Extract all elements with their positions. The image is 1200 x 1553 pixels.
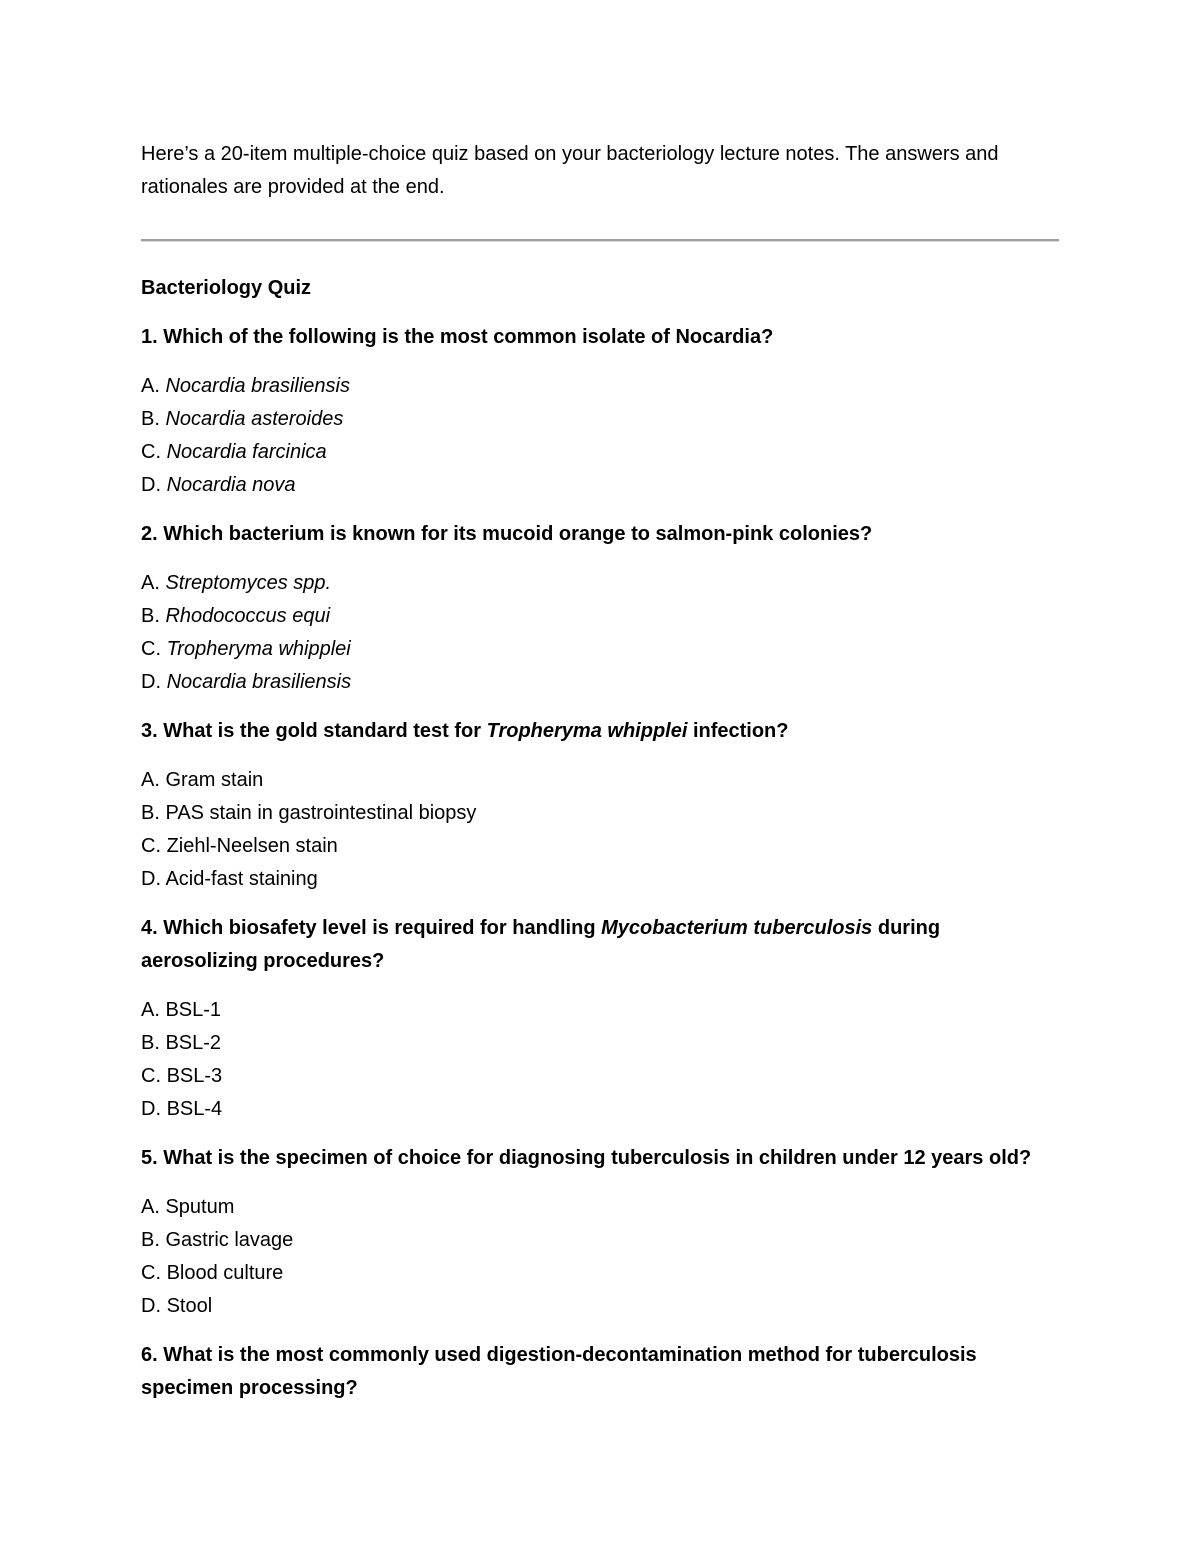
answer-option <box>141 370 1059 403</box>
option-text: Rhodococcus equi <box>165 605 331 627</box>
option-letter: C. <box>141 835 161 857</box>
option-text: BSL-4 <box>166 1098 223 1120</box>
question-number: 2. <box>141 523 158 545</box>
option-letter: B. <box>141 802 160 824</box>
question-6 <box>141 1339 1059 1405</box>
option-letter: A. <box>141 769 160 791</box>
question-4 <box>141 912 1059 978</box>
question-text-end: during aerosolizing procedures? <box>141 917 941 972</box>
question-text: Which of the following is the most common isolate of Nocardia? <box>163 326 774 348</box>
option-text: BSL-2 <box>165 1032 222 1054</box>
answer-option <box>141 1093 1059 1126</box>
option-letter: D. <box>141 868 161 890</box>
answer-options-3 <box>141 764 1059 896</box>
option-text: Streptomyces spp. <box>165 572 332 594</box>
question-2 <box>141 518 1059 551</box>
document-page <box>141 138 1059 1421</box>
option-letter: D. <box>141 474 161 496</box>
option-letter: A. <box>141 375 160 397</box>
option-letter: C. <box>141 441 161 463</box>
answer-option <box>141 633 1059 666</box>
option-text: Gram stain <box>165 769 264 791</box>
option-letter: A. <box>141 1196 160 1218</box>
question-5 <box>141 1142 1059 1175</box>
answer-option <box>141 403 1059 436</box>
answer-options-4 <box>141 994 1059 1126</box>
option-letter: C. <box>141 1262 161 1284</box>
answer-option <box>141 994 1059 1027</box>
option-letter: B. <box>141 1229 160 1251</box>
answer-option <box>141 863 1059 896</box>
option-text: BSL-1 <box>165 999 222 1021</box>
horizontal-rule <box>141 239 1059 242</box>
option-letter: D. <box>141 1295 161 1317</box>
question-text-end: infection? <box>687 720 789 742</box>
option-text: PAS stain in gastrointestinal biopsy <box>165 802 477 824</box>
question-text: What is the gold standard test for <box>163 720 487 742</box>
option-text: BSL-3 <box>166 1065 223 1087</box>
answer-option <box>141 1290 1059 1323</box>
option-text: Gastric lavage <box>165 1229 294 1251</box>
question-text: Which biosafety level is required for handling <box>163 917 602 939</box>
option-letter: D. <box>141 671 161 693</box>
answer-option <box>141 1257 1059 1290</box>
answer-option <box>141 1191 1059 1224</box>
answer-option <box>141 666 1059 699</box>
answer-option <box>141 600 1059 633</box>
answer-option <box>141 567 1059 600</box>
quiz-title: Bacteriology Quiz <box>141 277 312 299</box>
option-letter: A. <box>141 572 160 594</box>
answer-options-1 <box>141 370 1059 502</box>
question-number: 3. <box>141 720 158 742</box>
intro-paragraph: Here’s a 20-item multiple-choice quiz based on your bacteriology lecture notes. The answers and rationales are provided at the end. <box>141 143 999 198</box>
answer-options-5 <box>141 1191 1059 1323</box>
option-text: Stool <box>166 1295 213 1317</box>
option-letter: C. <box>141 1065 161 1087</box>
option-text: Acid-fast staining <box>165 868 318 890</box>
option-text: Nocardia brasiliensis <box>166 671 352 693</box>
option-text: Nocardia asteroides <box>165 408 344 430</box>
question-text: Which bacterium is known for its mucoid orange to salmon-pink colonies? <box>163 523 873 545</box>
option-text: Sputum <box>165 1196 235 1218</box>
question-list <box>141 321 1059 1405</box>
option-letter: A. <box>141 999 160 1021</box>
option-text: Nocardia nova <box>166 474 296 496</box>
question-text: What is the specimen of choice for diagnosing tuberculosis in children under 12 years old? <box>163 1147 1032 1169</box>
question-number: 4. <box>141 917 158 939</box>
question-text: What is the most commonly used digestion-decontamination method for tuberculosis specimen processing? <box>141 1344 977 1399</box>
question-number: 1. <box>141 326 158 348</box>
question-species-name: Tropheryma whipplei <box>486 720 688 742</box>
answer-option <box>141 797 1059 830</box>
answer-option <box>141 469 1059 502</box>
answer-option <box>141 764 1059 797</box>
answer-option <box>141 1027 1059 1060</box>
question-3 <box>141 715 1059 748</box>
question-species-name: Mycobacterium tuberculosis <box>601 917 873 939</box>
question-number: 5. <box>141 1147 158 1169</box>
option-letter: B. <box>141 408 160 430</box>
answer-option <box>141 1224 1059 1257</box>
question-1 <box>141 321 1059 354</box>
option-text: Nocardia brasiliensis <box>165 375 350 397</box>
option-text: Ziehl-Neelsen stain <box>166 835 338 857</box>
option-text: Nocardia farcinica <box>166 441 327 463</box>
option-text: Blood culture <box>166 1262 284 1284</box>
option-letter: C. <box>141 638 161 660</box>
answer-option <box>141 830 1059 863</box>
option-letter: B. <box>141 1032 160 1054</box>
answer-option <box>141 1060 1059 1093</box>
answer-option <box>141 436 1059 469</box>
answer-options-2 <box>141 567 1059 699</box>
option-text: Tropheryma whipplei <box>166 638 351 660</box>
option-letter: D. <box>141 1098 161 1120</box>
question-number: 6. <box>141 1344 158 1366</box>
option-letter: B. <box>141 605 160 627</box>
